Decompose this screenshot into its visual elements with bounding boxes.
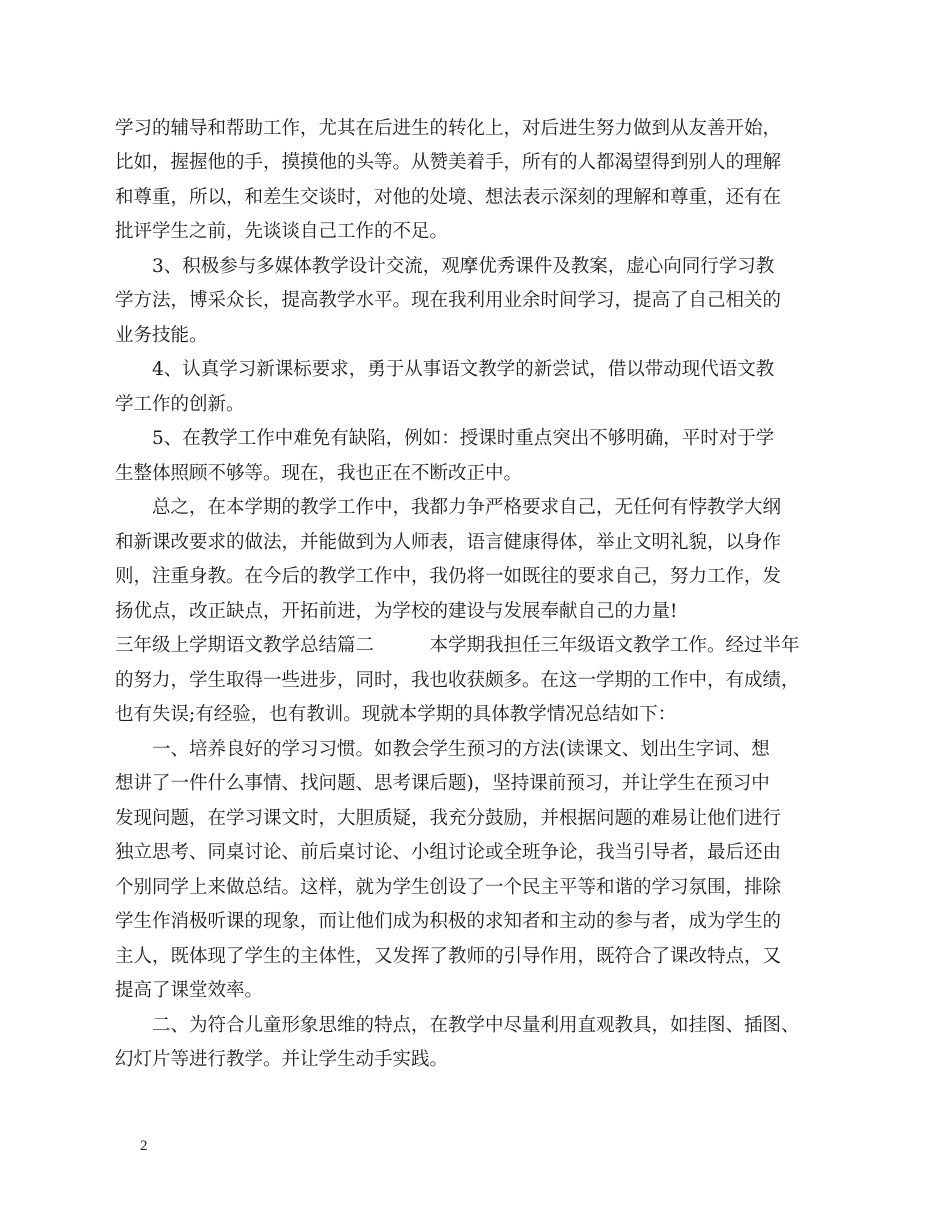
text-line: 幻灯片等进行教学。并让学生动手实践。 <box>115 1049 449 1070</box>
text-line: 学方法，博采众长，提高教学水平。现在我利用业余时间学习，提高了自己相关的 <box>115 290 782 311</box>
text-line: 想讲了一件什么事情、找问题、思考课后题)，坚持课前预习，并让学生在预习中 <box>115 773 770 794</box>
text-line: 扬优点，改正缺点，开拓前进，为学校的建设与发展奉献自己的力量! <box>115 601 678 622</box>
text-line: 业务技能。 <box>115 325 208 346</box>
text-line: 生整体照顾不够等。现在，我也正在不断改正中。 <box>115 463 523 484</box>
text-line: 3、积极参与多媒体教学设计交流，观摩优秀课件及教案，虚心向同行学习教 <box>115 256 775 277</box>
text-line: 的努力，学生取得一些进步，同时，我也收获颇多。在这一学期的工作中，有成绩， <box>115 670 800 691</box>
text-line: 发现问题，在学习课文时，大胆质疑，我充分鼓励，并根据问题的难易让他们进行 <box>115 808 782 829</box>
text-line: 总之，在本学期的教学工作中，我都力争严格要求自己，无任何有悖教学大纲 <box>115 497 782 518</box>
text-line: 个别同学上来做总结。这样，就为学生创设了一个民主平等和谐的学习氛围，排除 <box>115 877 782 898</box>
text-line: 4、认真学习新课标要求，勇于从事语文教学的新尝试，借以带动现代语文教 <box>115 359 775 380</box>
text-line: 独立思考、同桌讨论、前后桌讨论、小组讨论或全班争论，我当引导者，最后还由 <box>115 842 782 863</box>
text-line: 也有失误;有经验，也有教训。现就本学期的具体教学情况总结如下： <box>115 704 677 725</box>
text-line: 5、在教学工作中难免有缺陷，例如：授课时重点突出不够明确，平时对于学 <box>115 428 775 449</box>
text-line: 主人，既体现了学生的主体性，又发挥了教师的引导作用，既符合了课改特点，又 <box>115 946 782 967</box>
text-line: 和尊重，所以，和差生交谈时，对他的处境、想法表示深刻的理解和尊重，还有在 <box>115 187 782 208</box>
text-line: 提高了课堂效率。 <box>115 980 264 1001</box>
text-line: 则，注重身教。在今后的教学工作中，我仍将一如既往的要求自己，努力工作，发 <box>115 566 782 587</box>
text-line: 一、培养良好的学习习惯。如教会学生预习的方法(读课文、划出生字词、想 <box>115 739 770 760</box>
text-line: 学工作的创新。 <box>115 394 245 415</box>
page-number: 2 <box>140 1138 148 1154</box>
text-line: 二、为符合儿童形象思维的特点，在教学中尽量利用直观教具，如挂图、插图、 <box>115 1015 800 1036</box>
text-line: 和新课改要求的做法，并能做到为人师表，语言健康得体，举止文明礼貌，以身作 <box>115 532 782 553</box>
text-line: 学习的辅导和帮助工作，尤其在后进生的转化上，对后进生努力做到从友善开始， <box>115 118 782 139</box>
section-heading-line: 三年级上学期语文教学总结篇二 本学期我担任三年级语文教学工作。经过半年 <box>115 635 800 656</box>
text-line: 比如，握握他的手，摸摸他的头等。从赞美着手，所有的人都渴望得到别人的理解 <box>115 152 782 173</box>
text-line: 批评学生之前，先谈谈自己工作的不足。 <box>115 221 449 242</box>
text-line: 学生作消极听课的现象，而让他们成为积极的求知者和主动的参与者，成为学生的 <box>115 911 782 932</box>
